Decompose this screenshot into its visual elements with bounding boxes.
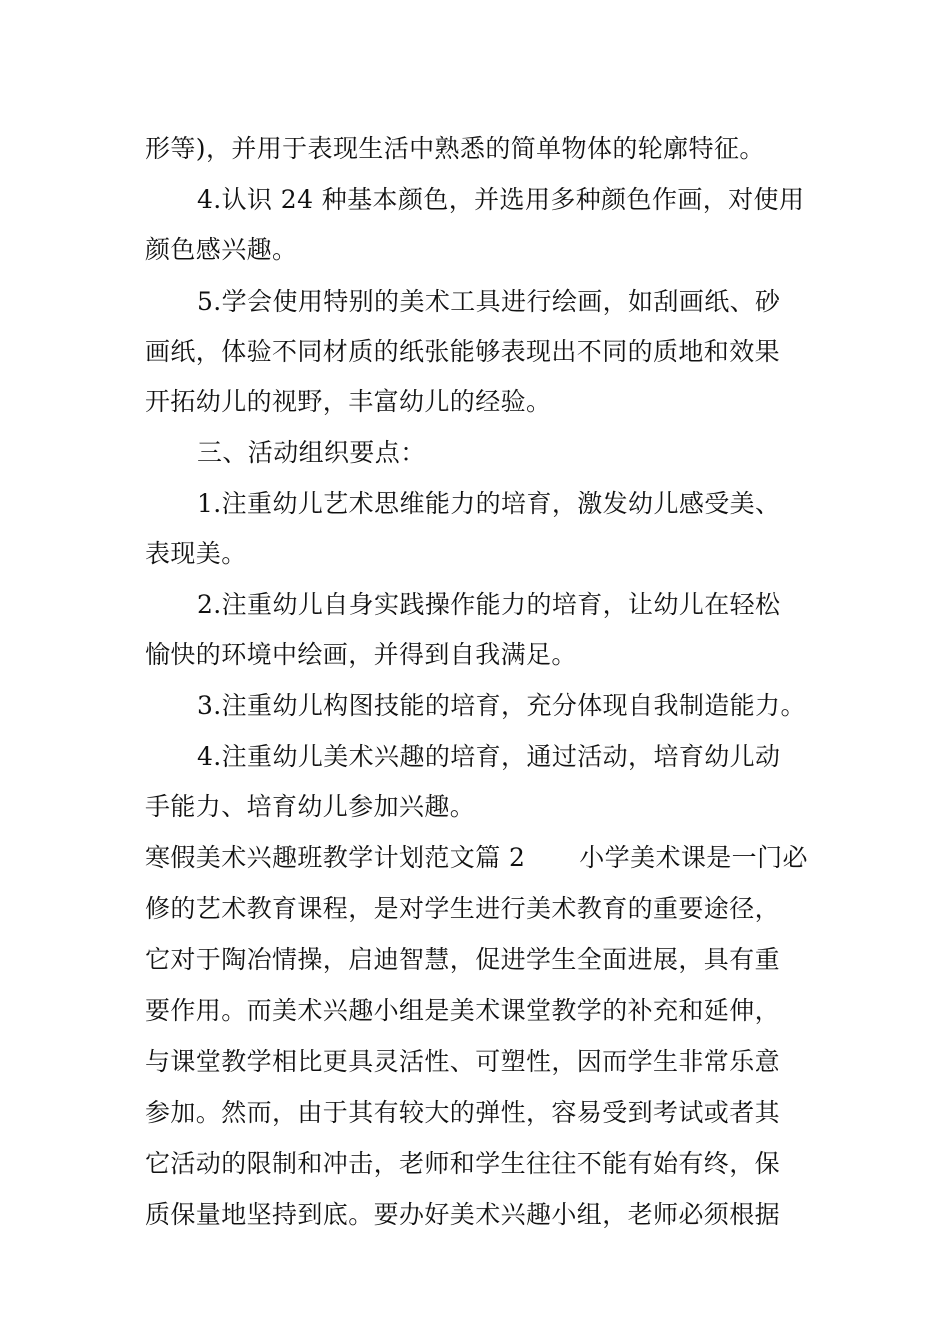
list-item-5: 5.学会使用特别的美术工具进行绘画，如刮画纸、砂	[197, 287, 781, 316]
body-text-line: 开拓幼儿的视野，丰富幼儿的经验。	[145, 387, 552, 416]
body-text-line: 质保量地坚持到底。要办好美术兴趣小组，老师必须根据	[145, 1200, 781, 1229]
body-text-line: 要作用。而美术兴趣小组是美术课堂教学的补充和延伸，	[145, 996, 781, 1025]
body-text-line: 手能力、培育幼儿参加兴趣。	[145, 792, 476, 821]
list-item-4: 4.认识 24 种基本颜色，并选用多种颜色作画，对使用	[197, 185, 805, 214]
list-item-3: 3.注重幼儿构图技能的培育，充分体现自我制造能力。	[197, 691, 806, 720]
body-text-line: 参加。然而，由于其有较大的弹性，容易受到考试或者其	[145, 1098, 781, 1127]
body-text-line: 它活动的限制和冲击，老师和学生往往不能有始有终，保	[145, 1149, 781, 1178]
article-title: 寒假美术兴趣班教学计划范文篇 2	[145, 843, 526, 872]
body-text-line: 颜色感兴趣。	[145, 235, 298, 264]
body-text-line: 与课堂教学相比更具灵活性、可塑性，因而学生非常乐意	[145, 1047, 781, 1076]
list-item-1: 1.注重幼儿艺术思维能力的培育，激发幼儿感受美、	[197, 489, 781, 518]
body-text-line: 表现美。	[145, 539, 247, 568]
body-text-line: 画纸，体验不同材质的纸张能够表现出不同的质地和效果	[145, 337, 781, 366]
body-text-line: 修的艺术教育课程，是对学生进行美术教育的重要途径，	[145, 894, 781, 923]
list-item-4b: 4.注重幼儿美术兴趣的培育，通过活动，培育幼儿动	[197, 742, 781, 771]
list-item-2: 2.注重幼儿自身实践操作能力的培育，让幼儿在轻松	[197, 590, 781, 619]
article-title-line	[145, 841, 815, 875]
paragraph-start: 小学美术课是一门必	[579, 843, 808, 872]
body-text-line: 形等)，并用于表现生活中熟悉的简单物体的轮廓特征。	[145, 134, 765, 163]
section-heading: 三、活动组织要点：	[197, 438, 426, 467]
body-text-line: 愉快的环境中绘画，并得到自我满足。	[145, 640, 577, 669]
body-text-line: 它对于陶冶情操，启迪智慧，促进学生全面进展，具有重	[145, 945, 781, 974]
